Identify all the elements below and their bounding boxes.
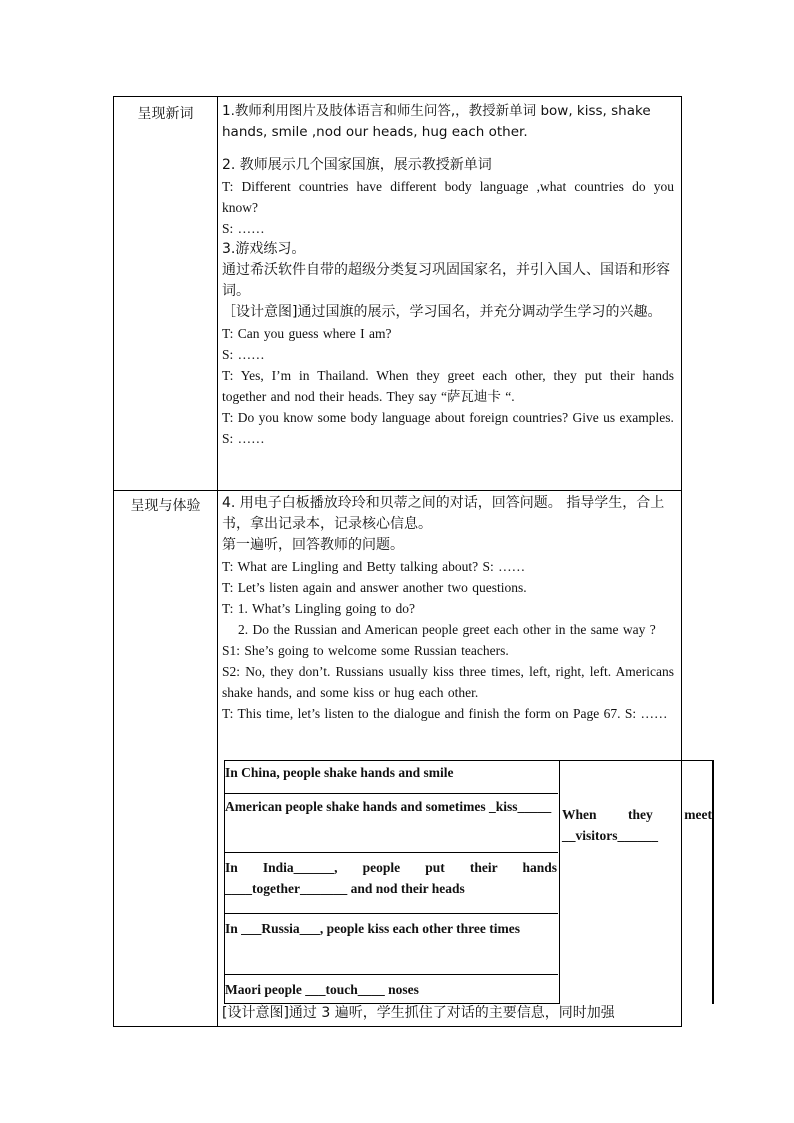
- first-listen-text: 第一遍听，回答教师的问题。: [222, 537, 404, 553]
- teacher-line: T: Do you know some body language about foreign countries? Give us examples.: [222, 410, 674, 425]
- form-row: Maori people ___touch____ noses: [225, 982, 419, 997]
- row-label: 呈现与体验: [130, 498, 201, 514]
- form-row: In ___Russia___, people kiss each other three times: [224, 914, 558, 975]
- table-row-present-new-words: [113, 96, 682, 491]
- row-content: [222, 101, 674, 449]
- row-content: [222, 493, 674, 724]
- design-intent-footer: [设计意图]通过 3 遍听，学生抓住了对话的主要信息，同时加强: [222, 1005, 615, 1021]
- student-line: S: ……: [222, 347, 265, 362]
- form-row: In India______, people put their hands ____together_______ and nod their heads: [224, 853, 558, 914]
- step-1-text: 1.教师利用图片及肢体语言和师生问答,，教授新单词 bow, kiss, shake hands, smile ,nod our heads, hug each other.: [222, 103, 651, 140]
- teacher-line: T: What are Lingling and Betty talking about? S: ……: [222, 559, 526, 574]
- teacher-line: T: This time, let’s listen to the dialogue and finish the form on Page 67. S: ……: [222, 706, 668, 721]
- design-intent: ［设计意图]通过国旗的展示，学习国名，并充分调动学生学习的兴趣。: [222, 304, 662, 320]
- teacher-line: T: Let’s listen again and answer another two questions.: [222, 580, 527, 595]
- form-row: In China, people shake hands and smile: [224, 760, 558, 794]
- game-description: 通过希沃软件自带的超级分类复习巩固国家名，并引入国人、国语和形容词。: [222, 262, 670, 299]
- column-divider: [217, 97, 218, 490]
- student-answer-2: S2: No, they don’t. Russians usually kiss three times, left, right, left. Americans shake hands, and some kiss or hug each other.: [222, 664, 674, 700]
- student-line: S: ……: [222, 221, 265, 236]
- form-row: American people shake hands and sometimes _kiss_____: [224, 794, 558, 853]
- step-4-text: 4. 用电子白板播放玲玲和贝蒂之间的对话，回答问题。 指导学生，合上书，拿出记录本，记录核心信息。: [222, 495, 665, 532]
- greeting-form: [224, 760, 714, 1004]
- teacher-line: T: Can you guess where I am?: [222, 326, 392, 341]
- student-answer-1: S1: She’s going to welcome some Russian teachers.: [222, 643, 509, 658]
- teacher-line: T: Yes, I’m in Thailand. When they greet each other, they put their hands together and nod their heads. They say “萨瓦迪卡 “.: [222, 368, 674, 404]
- step-3-text: 3.游戏练习。: [222, 241, 306, 257]
- question-2: 2. Do the Russian and American people greet each other in the same way ?: [238, 622, 656, 637]
- column-divider: [217, 489, 218, 1026]
- form-right-top-border: [560, 760, 714, 761]
- step-2-text: 2. 教师展示几个国家国旗，展示教授新单词: [222, 157, 492, 173]
- question-1: T: 1. What’s Lingling going to do?: [222, 601, 415, 616]
- student-line: S: ……: [222, 431, 265, 446]
- form-right-border: [712, 760, 714, 1004]
- form-right-cell: When they meet __visitors______: [562, 807, 712, 843]
- teacher-line: T: Different countries have different body language ,what countries do you know?: [222, 179, 674, 215]
- row-label: 呈现新词: [137, 106, 194, 122]
